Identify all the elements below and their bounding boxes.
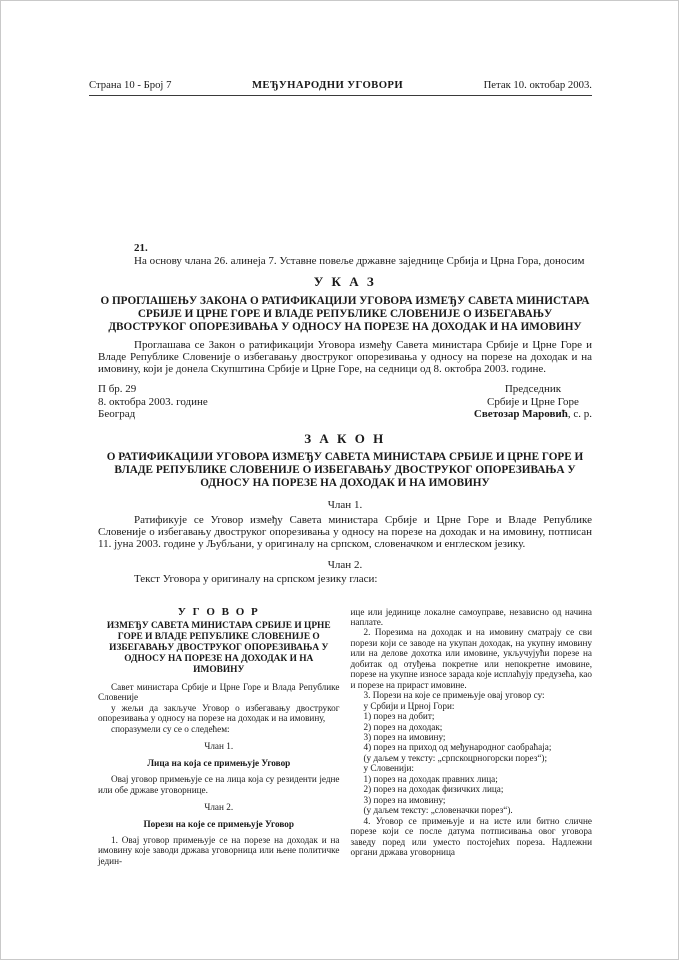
ukaz-body: Проглашава се Закон о ратификацији Уговора између Савета министара Србије и Црне Горе и Владе Републике Словеније о избегавању двоструког опорезивања у односу на порезе на доходак и на имовину, који је донела Скупштина Србије и Црне Горе, на седници од 8. октобра 2003. године.	[98, 338, 592, 376]
ukaz-title: У К А З	[313, 274, 377, 290]
zakon-clan2-text: Текст Уговора у оригиналу на српском језику гласи:	[134, 573, 378, 586]
tax-list-item: (у даљем у тексту: „српскоцрногорски порез“);	[363, 752, 548, 763]
treaty-heading: ИЗМЕЂУ САВЕТА МИНИСТАРА СРБИЈЕ И ЦРНЕ ГОРЕ И ВЛАДЕ РЕПУБЛИКЕ СЛОВЕНИЈЕ О ИЗБЕГАВАЊУ ДВОСТРУКОГ ОПОРЕЗИВАЊА У ОДНОСУ НА ПОРЕЗЕ НА ДОХОДАК И НА ИМОВИНУ	[106, 620, 331, 675]
tax-list-item: (у даљем тексту: „словеначки порез“).	[363, 805, 513, 816]
treaty-paragraph: споразумели су се о следећем:	[111, 723, 230, 734]
tax-list-item: 2) порез на доходак физичких лица;	[363, 784, 504, 795]
act-intro: На основу члана 26. алинеја 7. Уставне повеље државне заједнице Србија и Црна Гора, доносим	[134, 255, 585, 268]
page-content	[98, 242, 592, 866]
treaty-clan1-heading: Лица на која се примењује Уговор	[147, 757, 291, 768]
treaty-clan1-label: Члан 1.	[204, 741, 234, 752]
tax-list-item: 3) порез на имовину;	[363, 731, 446, 742]
tax-list-item: 3) порез на имовину;	[363, 794, 446, 805]
zakon-clan1-text: Ратификује се Уговор између Савета министара Србије и Црне Горе и Владе Републике Словеније о избегавању двоструког опорезивања у односу на порезе на доходак и на имовину, потписан 11. јуна 2003. године у Љубљани, у оригиналу на српском, словеначком и енглеском језику.	[98, 513, 592, 550]
signature-left	[98, 383, 208, 420]
tax-list-item: 4) порез на приход од међународног саобраћаја;	[363, 742, 552, 753]
zakon-title: З А К О Н	[304, 431, 386, 447]
treaty-paragraph: 3. Порези на које се примењује овај уговор су:	[363, 690, 545, 701]
signature-right	[474, 383, 592, 420]
signature-place: Београд	[98, 407, 136, 420]
signature-name: Светозар Маровић	[473, 407, 568, 420]
treaty-clan2-label: Члан 2.	[204, 802, 234, 813]
treaty-paragraph: у жељи да закључе Уговор о избегавању двоструког опорезивања у односу на порезе на доходак и на имовину,	[98, 702, 340, 724]
treaty-paragraph: ице или јединице локалне самоуправе, независно од начина наплате.	[350, 606, 592, 627]
page-header	[89, 79, 592, 96]
header-title: МЕЂУНАРОДНИ УГОВОРИ	[251, 79, 404, 91]
treaty-clan1-text: Овај уговор примењује се на лица која су резиденти једне или обе државе уговорнице.	[98, 774, 340, 795]
act-number: 21.	[134, 242, 148, 254]
treaty-title: У Г О В О Р	[177, 605, 260, 618]
tax-list-item: 1) порез на доходак правних лица;	[363, 773, 498, 784]
treaty-paragraph: Савет министара Србије и Црне Горе и Влада Републике Словеније	[98, 681, 340, 703]
signature-name-suffix: , с. р.	[567, 407, 592, 420]
header-date: Петак 10. октобар 2003.	[483, 79, 592, 91]
signature-date: 8. октобра 2003. године	[98, 395, 208, 408]
zakon-clan1-label: Члан 1.	[327, 499, 363, 512]
treaty-right-column	[351, 607, 593, 867]
treaty-left-column	[98, 607, 340, 867]
treaty-paragraph: 2. Порезима на доходак и на имовину сматрају се сви порези који се заводе на укупан доходак, на укупну имовину или на делове дохотка или имовине, укључујући порезе на добитак од отуђења покретне или непокретне имовине, порезе на укупне износе зарада које исплаћују предузећа, као и порезе на прираст имовине.	[350, 627, 592, 690]
signature-block	[98, 383, 592, 420]
treaty-paragraph: 4. Уговор се примењује и на исте или битно сличне порезе који се после датума потписивања овог уговора заведу поред или уместо постојећих пореза. Надлежни органи држава уговорница	[350, 815, 592, 857]
header-page-number: Страна 10 - Број 7	[89, 79, 172, 91]
treaty-clan2-text: 1. Овај уговор примењује се на порезе на доходак и на имовину које заводи држава уговорница или њене политичке једин-	[98, 834, 340, 866]
tax-list-item: у Словенији:	[363, 763, 414, 774]
signature-number: П бр. 29	[98, 383, 137, 396]
tax-list-item: 2) порез на доходак;	[363, 721, 443, 732]
ukaz-heading: О ПРОГЛАШЕЊУ ЗАКОНА О РАТИФИКАЦИЈИ УГОВОРА ИЗМЕЂУ САВЕТА МИНИСТАРА СРБИЈЕ И ЦРНЕ ГОРЕ И ВЛАДЕ РЕПУБЛИКЕ СЛОВЕНИЈЕ О ИЗБЕГАВАЊУ ДВОСТРУКОГ ОПОРЕЗИВАЊА У ОДНОСУ НА ПОРЕЗЕ НА ДОХОДАК И НА ИМОВИНУ	[100, 294, 590, 333]
signature-role: Председник	[504, 383, 562, 396]
treaty-columns	[98, 607, 592, 867]
tax-list-item: у Србији и Црној Гори:	[363, 700, 455, 711]
tax-list-item: 1) порез на добит;	[363, 711, 435, 722]
signature-role-line2: Србије и Црне Горе	[487, 395, 579, 408]
treaty-clan2-heading: Порези на које се примењује Уговор	[143, 818, 294, 829]
zakon-heading: О РАТИФИКАЦИЈИ УГОВОРА ИЗМЕЂУ САВЕТА МИНИСТАРА СРБИЈЕ И ЦРНЕ ГОРЕ И ВЛАДЕ РЕПУБЛИКЕ СЛОВЕНИЈЕ О ИЗБЕГАВАЊУ ДВОСТРУКОГ ОПОРЕЗИВАЊА У ОДНОСУ НА ПОРЕЗЕ НА ДОХОДАК И НА ИМОВИНУ	[106, 451, 584, 490]
zakon-clan2-label: Члан 2.	[327, 559, 363, 572]
signature-name-line	[474, 408, 592, 420]
